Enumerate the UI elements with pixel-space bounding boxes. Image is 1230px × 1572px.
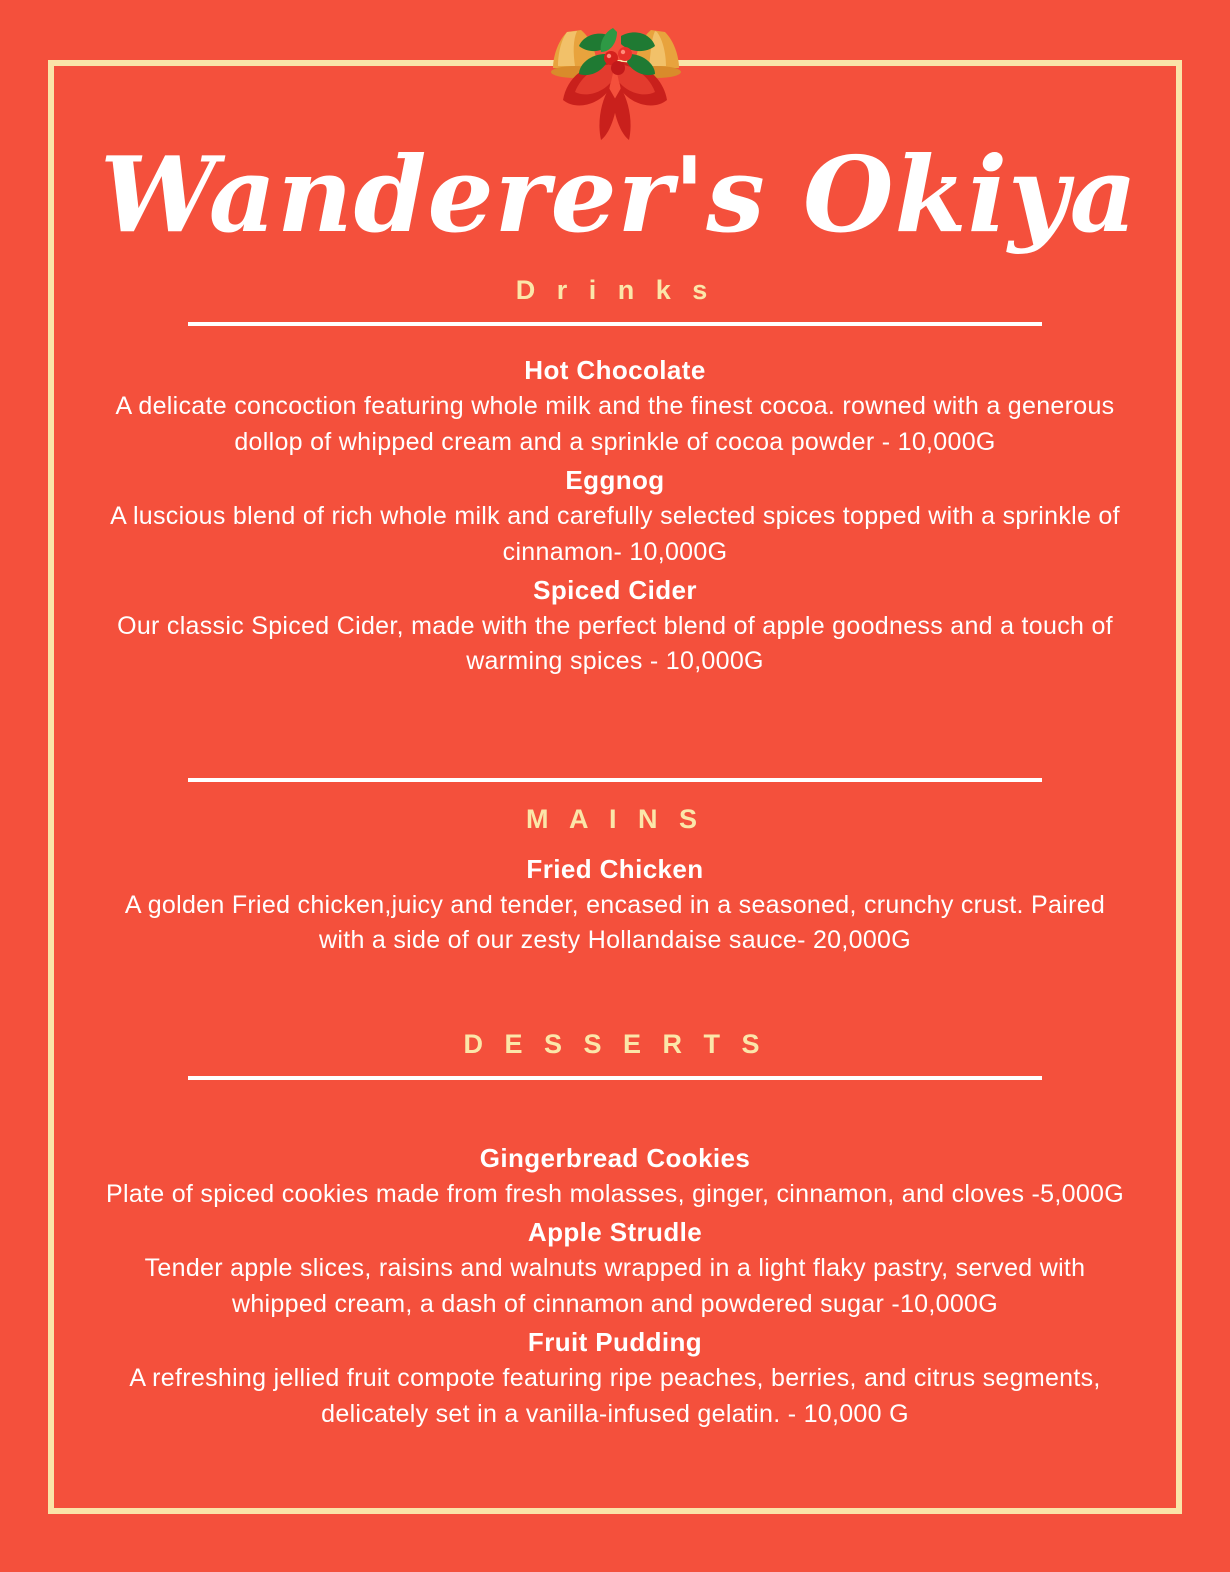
spacer <box>100 961 1130 1025</box>
section-mains <box>100 778 1130 959</box>
section-desserts <box>100 1029 1130 1432</box>
menu-item-name: Spiced Cider <box>533 575 697 605</box>
spacer <box>100 682 1130 778</box>
menu-item-name: Fried Chicken <box>526 853 704 884</box>
divider <box>188 778 1043 782</box>
menu-item-description: A luscious blend of rich whole milk and carefully selected spices topped with a sprinkle of cinnamon- 10,000G <box>110 502 1120 566</box>
menu-item-description: A golden Fried chicken,juicy and tender, encased in a seasoned, crunchy crust. Paired with a side of our zesty Hollandaise sauce- 20,000G <box>124 890 1106 955</box>
menu-content <box>100 133 1138 1434</box>
menu-item-description: A refreshing jellied fruit compote featuring ripe peaches, berries, and citrus segments, delicately set in a vanilla-infused gelatin. - 10,000 G <box>129 1364 1101 1428</box>
menu-item-name: Apple Strudle <box>527 1217 703 1248</box>
divider <box>188 1076 1043 1080</box>
page-title: Wanderer's Okiya <box>100 133 1138 256</box>
section-drinks <box>100 275 1130 680</box>
menu-item-name: Hot Chocolate <box>524 355 706 386</box>
section-heading-mains: M A I N S <box>525 803 704 834</box>
menu-item-name: Gingerbread Cookies <box>479 1142 751 1173</box>
menu-item-description: A delicate concoction featuring whole milk and the finest cocoa. rowned with a generous dollop of whipped cream and a sprinkle of cocoa powder - 10,000G <box>115 392 1115 456</box>
section-heading-desserts: D E S S E R T S <box>463 1028 767 1059</box>
menu-item-name: Fruit Pudding <box>527 1327 703 1358</box>
menu-item-description: Tender apple slices, raisins and walnuts wrapped in a light flaky pastry, served with whipped cream, a dash of cinnamon and powdered sugar -10,000G <box>144 1254 1086 1318</box>
christmas-bells-holly-icon <box>505 2 725 152</box>
menu-item-description: Plate of spiced cookies made from fresh molasses, ginger, cinnamon, and cloves -5,000G <box>106 1179 1124 1208</box>
divider <box>188 322 1043 326</box>
menu-item-description: Our classic Spiced Cider, made with the perfect blend of apple goodness and a touch of warming spices - 10,000G <box>117 611 1113 676</box>
section-heading-drinks: D r i n k s <box>515 275 715 306</box>
spacer <box>100 1106 1130 1140</box>
menu-item-name: Eggnog <box>565 465 665 496</box>
